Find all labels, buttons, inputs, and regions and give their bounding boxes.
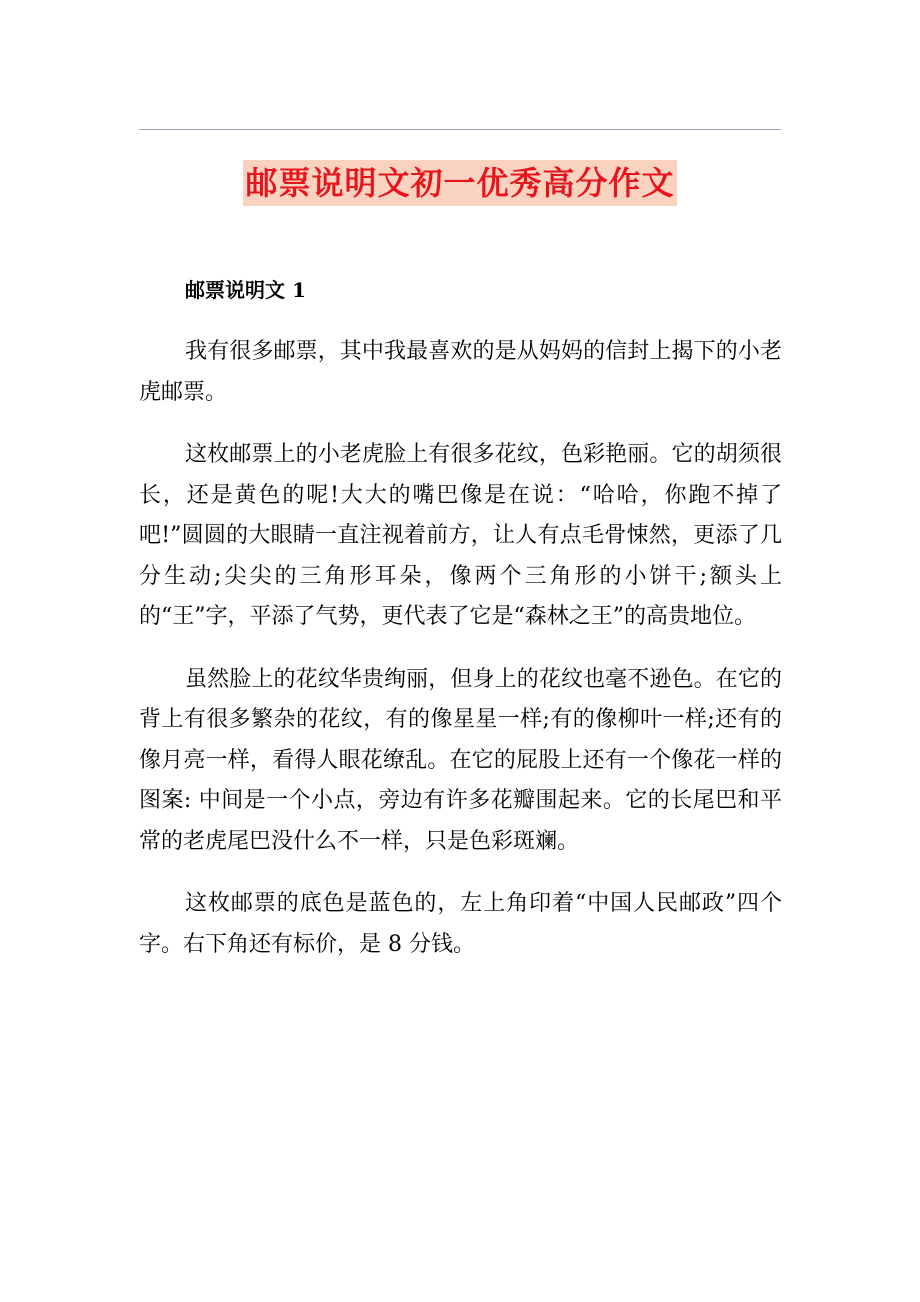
title-container [0,160,920,206]
header-divider [139,129,781,130]
document-body [139,270,782,987]
paragraph-4: 这枚邮票的底色是蓝色的，左上角印着“中国人民邮政”四个字。右下角还有标价，是 8 分钱。 [139,891,782,957]
paragraph-2: 这枚邮票上的小老虎脸上有很多花纹，色彩艳丽。它的胡须很长，还是黄色的呢!大大的嘴巴像是在说：“哈哈，你跑不掉了吧!”圆圆的大眼睛一直注视着前方，让人有点毛骨悚然，更添了几分生动;尖尖的三角形耳朵，像两个三角形的小饼干;额头上的“王”字，平添了气势，更代表了它是“森林之王”的高贵地位。 [139,442,782,629]
document-title: 邮票说明文初一优秀高分作文 [243,160,676,206]
paragraph-3: 虽然脸上的花纹华贵绚丽，但身上的花纹也毫不逊色。在它的背上有很多繁杂的花纹，有的像星星一样;有的像柳叶一样;还有的像月亮一样，看得人眼花缭乱。在它的屁股上还有一个像花一样的图案: 中间是一个小点，旁边有许多花瓣围起来。它的长尾巴和平常的老虎尾巴没什么不一样，只是色彩斑斓。 [139,666,782,854]
paragraph-1: 我有很多邮票，其中我最喜欢的是从妈妈的信封上揭下的小老虎邮票。 [139,339,782,405]
section-heading: 邮票说明文 1 [185,278,306,302]
